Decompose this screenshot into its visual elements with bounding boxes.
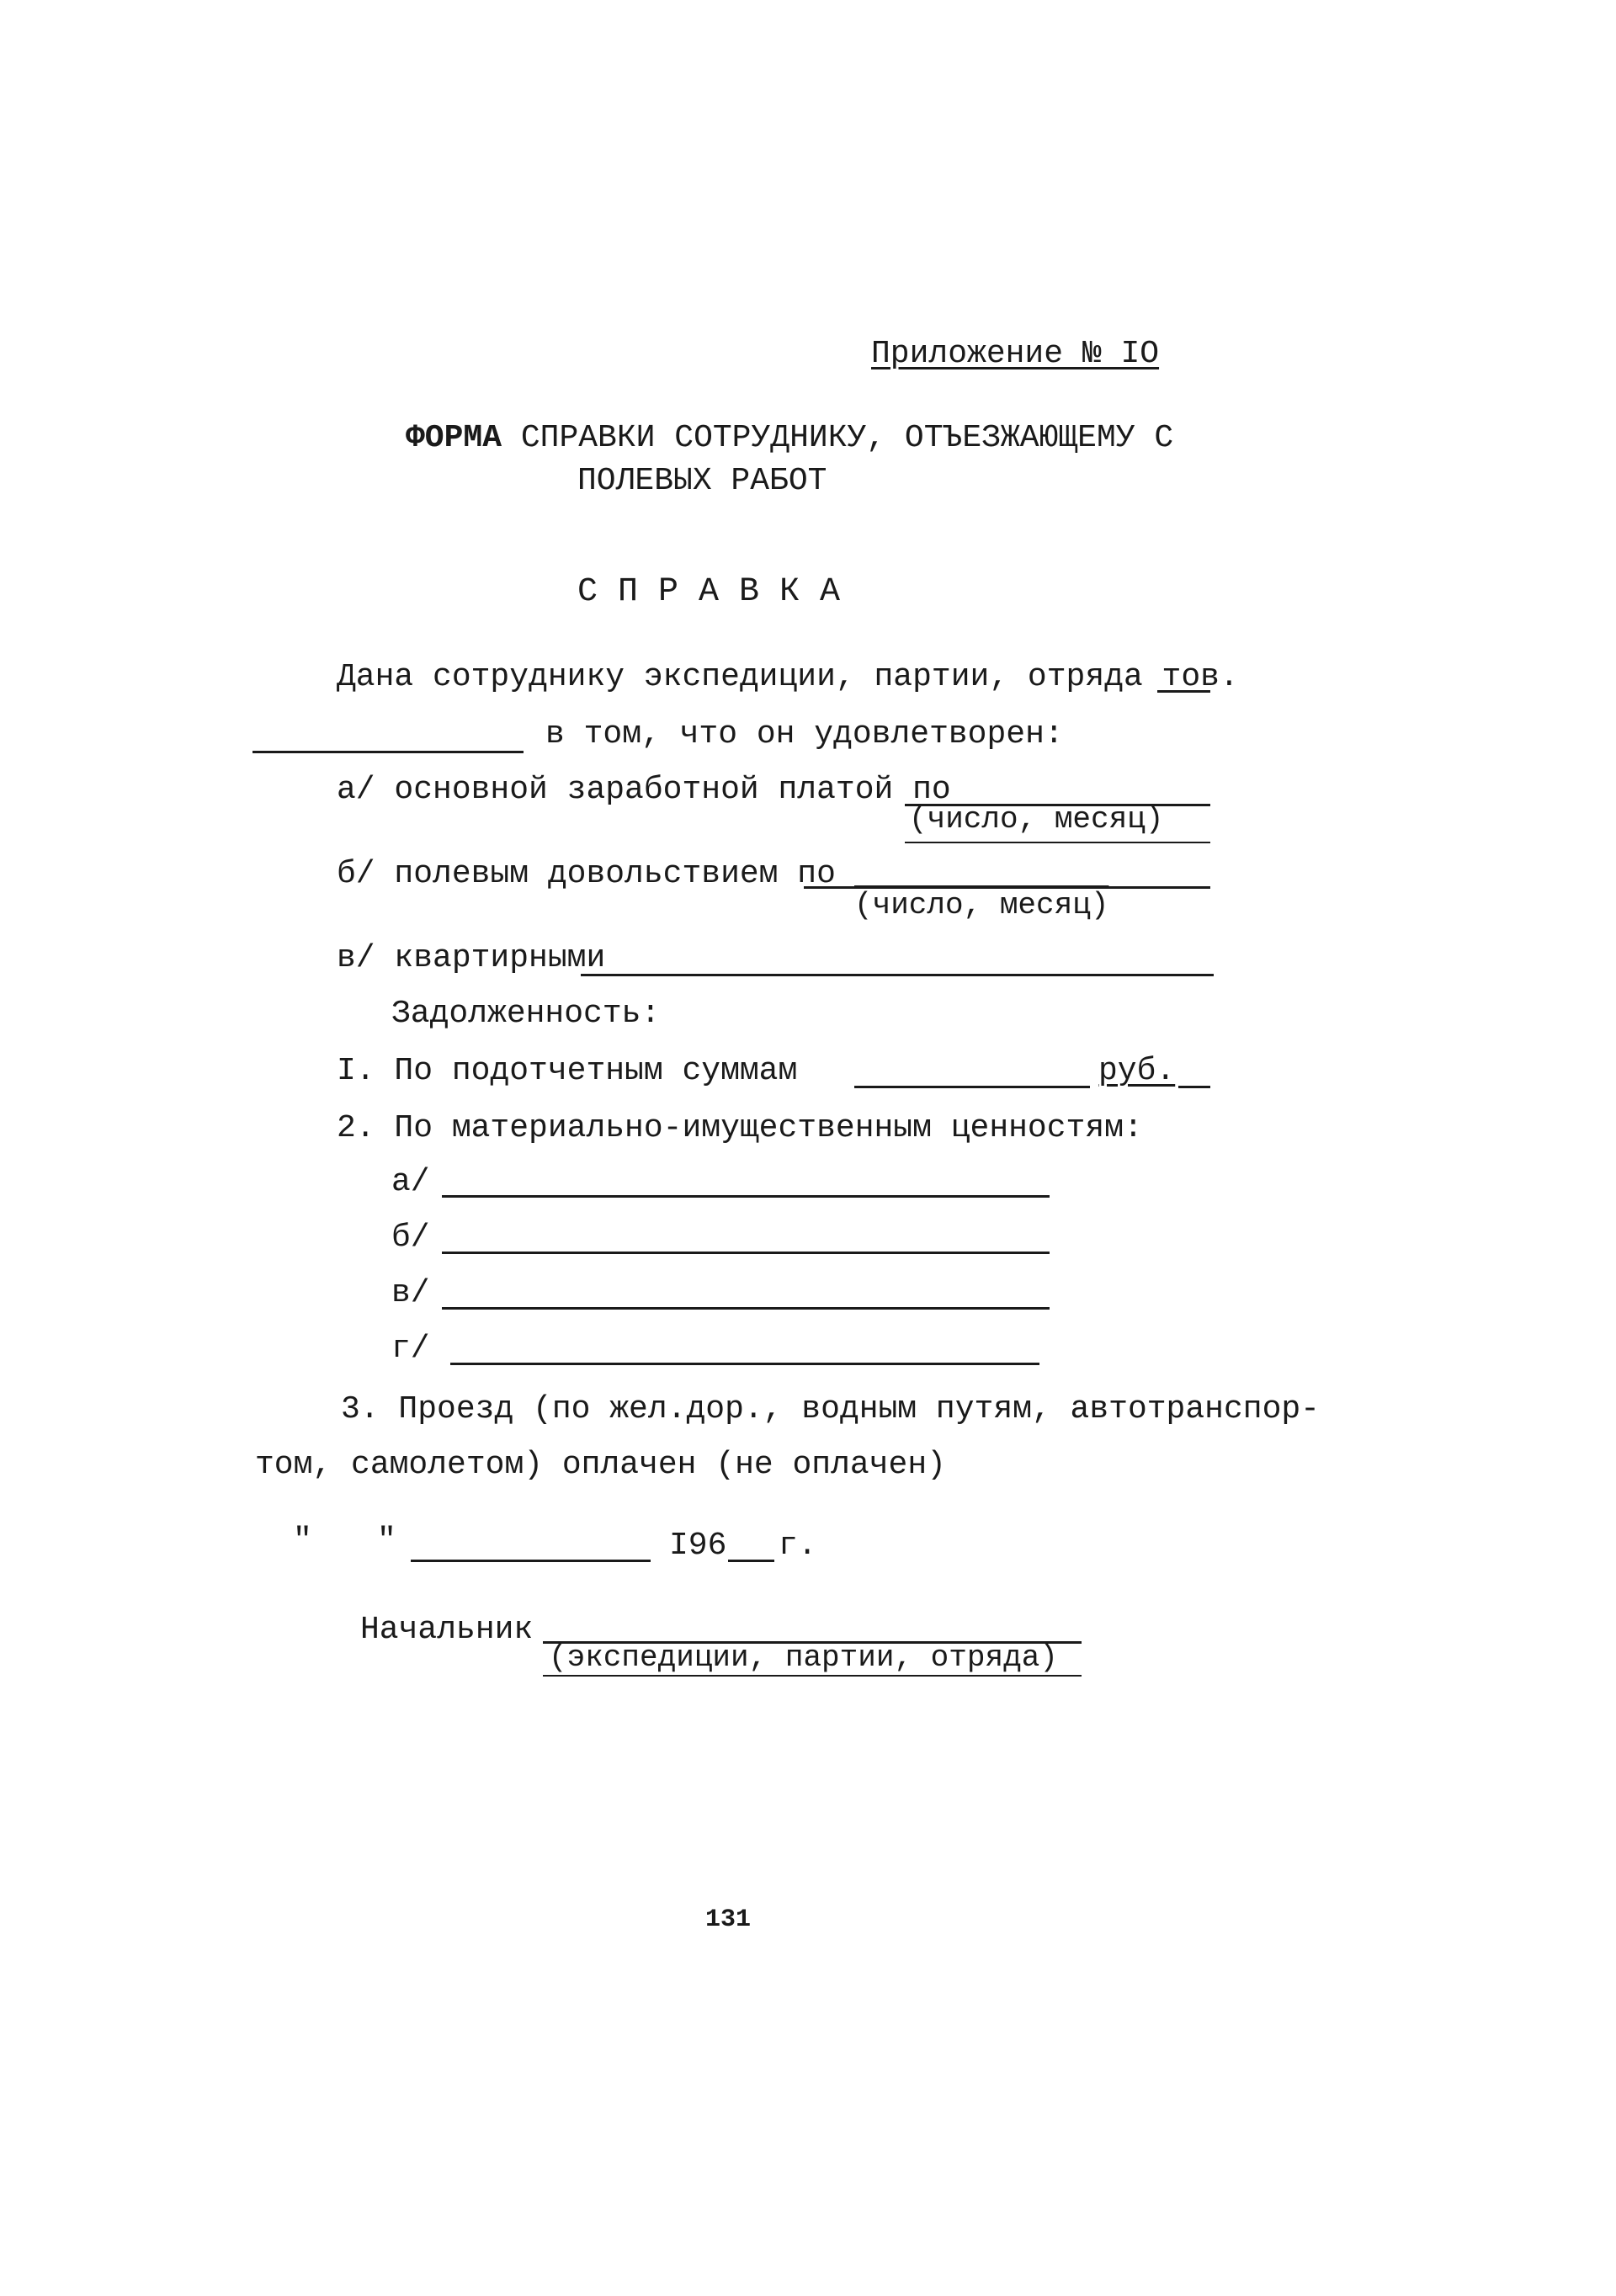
sub-item-g-field[interactable] <box>450 1363 1039 1365</box>
form-heading-bold: ФОРМА <box>406 420 502 456</box>
satisfied-text: в том, что он удовлетворен: <box>545 716 1064 752</box>
item-b-field-allowance: б/ полевым довольствием по <box>337 856 836 892</box>
sub-item-v-field[interactable] <box>442 1307 1050 1310</box>
date-quote-open: " <box>293 1523 312 1559</box>
debt-kopeck-field[interactable] <box>1178 1086 1210 1088</box>
housing-field[interactable] <box>581 974 1214 976</box>
sub-item-v-label: в/ <box>391 1275 430 1311</box>
sub-item-a-field[interactable] <box>442 1195 1050 1198</box>
debt-amount-field[interactable] <box>854 1086 1090 1088</box>
debt-item-2: 2. По материально-имущественным ценностям: <box>337 1110 1143 1146</box>
rub-label: руб. <box>1098 1053 1176 1089</box>
date-year-suffix: г. <box>779 1528 817 1564</box>
sub-item-b-field[interactable] <box>442 1252 1050 1254</box>
chief-caption: (экспедиции, партии, отряда) <box>549 1640 1058 1675</box>
item-v-housing: в/ квартирными <box>337 940 606 976</box>
chief-label: Начальник <box>360 1612 534 1648</box>
item-a-salary: а/ основной заработной платой по <box>337 772 951 808</box>
sub-item-b-label: б/ <box>391 1220 430 1256</box>
travel-line-1: 3. Проезд (по жел.дор., водным путям, автотранспор- <box>341 1391 1320 1427</box>
debt-item-1: I. По подотчетным суммам <box>337 1053 798 1089</box>
sub-item-g-label: г/ <box>391 1331 430 1367</box>
form-heading-rest: СПРАВКИ СОТРУДНИКУ, ОТЪЕЗЖАЮЩЕМУ С <box>502 420 1174 456</box>
appendix-label: Приложение № IO <box>871 336 1160 372</box>
issued-to-text: Дана сотруднику экспедиции, партии, отряда тов. <box>337 659 1239 695</box>
salary-date-underline <box>905 842 1210 843</box>
chief-caption-underline <box>543 1675 1082 1677</box>
travel-line-2: том, самолетом) оплачен (не оплачен) <box>255 1447 946 1483</box>
debt-heading: Задолженность: <box>391 996 661 1032</box>
date-year-field[interactable] <box>728 1560 774 1562</box>
form-heading-line2: ПОЛЕВЫХ РАБОТ <box>577 463 827 499</box>
salary-date-caption: (число, месяц) <box>909 802 1164 837</box>
employee-name-field-cont[interactable] <box>252 751 524 753</box>
allowance-date-caption: (число, месяц) <box>854 888 1109 922</box>
page-number: 131 <box>705 1905 752 1934</box>
sub-item-a-label: а/ <box>391 1164 430 1200</box>
document-title: С П Р А В К А <box>577 573 841 611</box>
employee-name-field[interactable] <box>1157 690 1210 693</box>
date-day-month-field[interactable] <box>411 1560 651 1562</box>
date-year-prefix: I96 <box>669 1528 727 1564</box>
date-quote-close: " <box>377 1523 396 1559</box>
form-heading <box>406 420 1174 456</box>
